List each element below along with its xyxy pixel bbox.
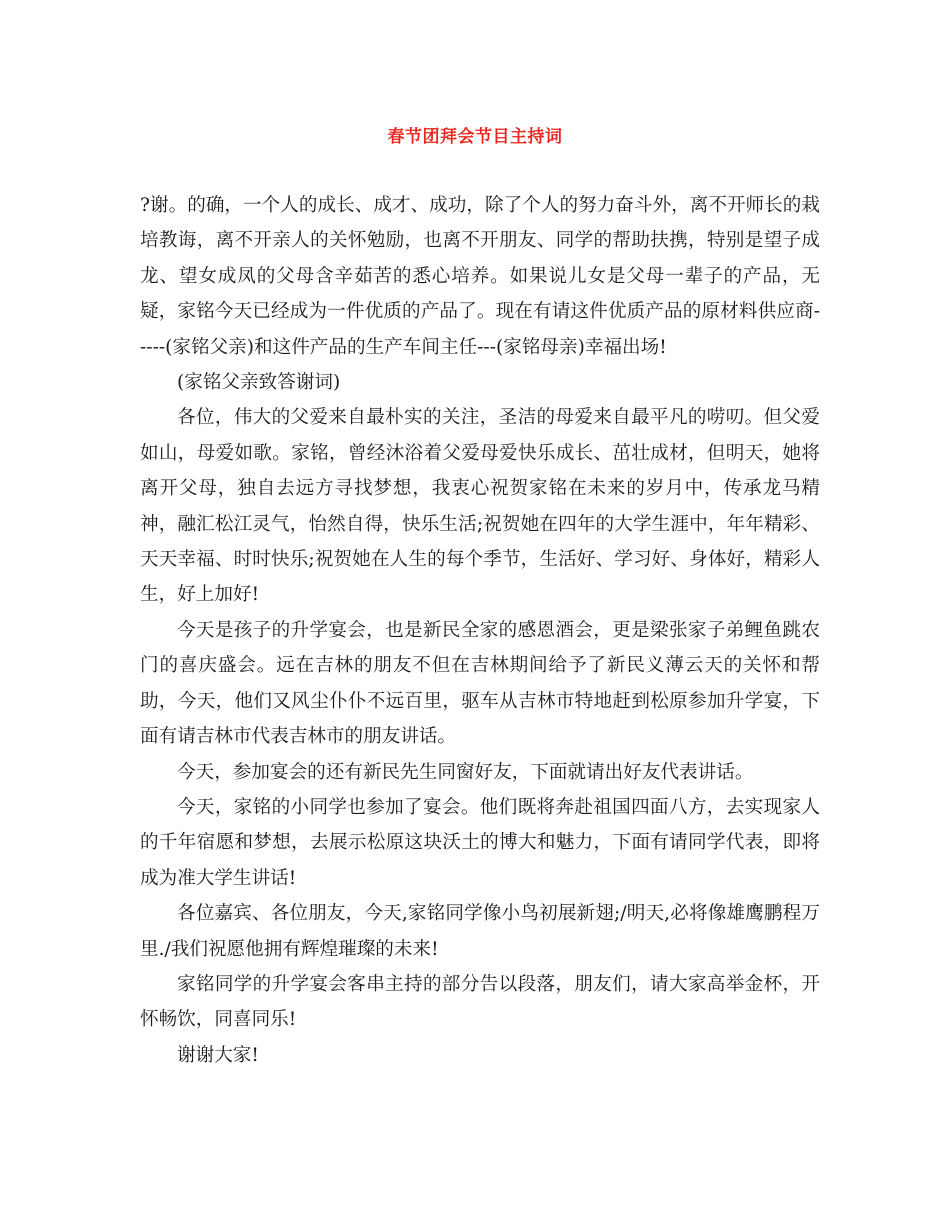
- paragraph-4: 今天是孩子的升学宴会，也是新民全家的感恩酒会，更是梁张家子弟鲤鱼跳农门的喜庆盛会。远在吉林的朋友不但在吉林期间给予了新民义薄云天的关怀和帮助，今天，他们又风尘仆仆不远百里，驱车从吉林市特地赶到松原参加升学宴，下面有请吉林市代表吉林市的朋友讲话。: [140, 619, 820, 748]
- document-body: [140, 188, 820, 1073]
- paragraph-1: ?谢。的确，一个人的成长、成才、成功，除了个人的努力奋斗外，离不开师长的栽培教诲，离不开亲人的关怀勉励，也离不开朋友、同学的帮助扶携，特别是望子成龙、望女成凤的父母含辛茹苦的悉心培养。如果说儿女是父母一辈子的产品，无疑，家铭今天已经成为一件优质的产品了。现在有请这件优质产品的原材料供应商-----(家铭父亲)和这件产品的生产车间主任---(家铭母亲)幸福出场!: [140, 195, 820, 358]
- document-title: 春节团拜会节目主持词: [387, 127, 563, 147]
- paragraph-9: 谢谢大家!: [177, 1044, 259, 1066]
- paragraph-3: 各位，伟大的父爱来自最朴实的关注，圣洁的母爱来自最平凡的唠叨。但父爱如山，母爱如歌。家铭，曾经沐浴着父爱母爱快乐成长、茁壮成材，但明天，她将离开父母，独自去远方寻找梦想，我衷心祝贺家铭在未来的岁月中，传承龙马精神，融汇松江灵气，怡然自得，快乐生活;祝贺她在四年的大学生涯中，年年精彩、天天幸福、时时快乐;祝贺她在人生的每个季节，生活好、学习好、身体好，精彩人生，好上加好!: [140, 407, 820, 606]
- paragraph-8: 家铭同学的升学宴会客串主持的部分告以段落，朋友们，请大家高举金杯，开怀畅饮，同喜同乐!: [140, 973, 820, 1031]
- paragraph-7: 各位嘉宾、各位朋友，今天,家铭同学像小鸟初展新翅;/明天,必将像雄鹰鹏程万里./我们祝愿他拥有辉煌璀璨的未来!: [140, 903, 820, 960]
- paragraph-6: 今天，家铭的小同学也参加了宴会。他们既将奔赴祖国四面八方，去实现家人的千年宿愿和梦想，去展示松原这块沃土的博大和魅力，下面有请同学代表，即将成为准大学生讲话!: [140, 796, 820, 889]
- paragraph-2: (家铭父亲致答谢词): [177, 372, 341, 394]
- paragraph-5: 今天，参加宴会的还有新民先生同窗好友，下面就请出好友代表讲话。: [177, 761, 754, 783]
